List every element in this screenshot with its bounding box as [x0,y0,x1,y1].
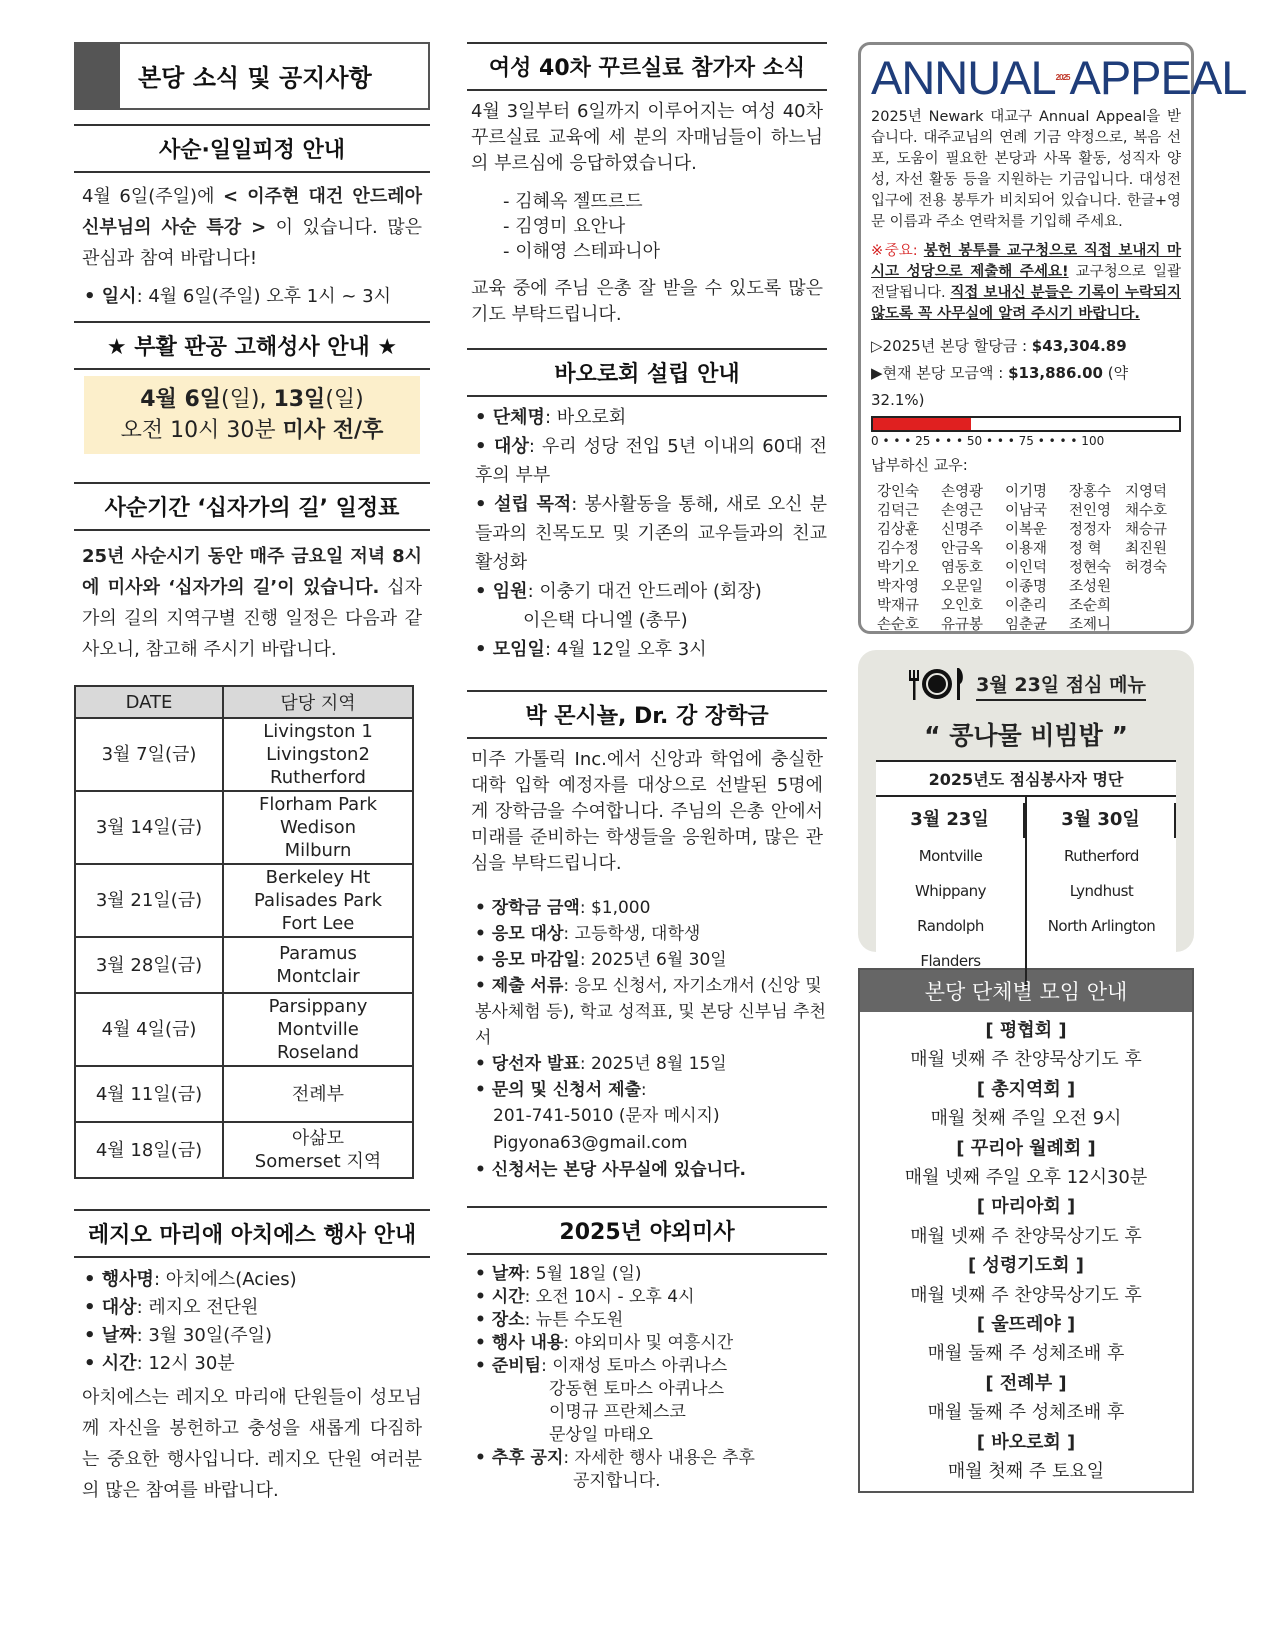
list-item [467,490,827,577]
list-item [467,403,827,432]
value: : 이재성 토마스 아퀴나스 [541,1356,728,1376]
value: : 오전 10시 - 오후 4시 [524,1287,695,1307]
donor-name: 안금옥 [941,541,984,557]
date-cell: 4월 4일(금) [75,993,223,1066]
area-line: Livingston2 [266,744,370,765]
volunteer-town: Randolph [917,917,984,935]
donor-name: 김수정 [877,541,920,557]
donor-name: 손영광 [941,484,984,500]
appeal-progress-bar [871,416,1181,432]
table-row [75,1122,413,1178]
groups-title: 본당 단체별 모임 안내 [860,970,1192,1012]
legio-body: 아치에스는 레지오 마리애 단원들이 성모님께 자신을 봉헌하고 충성을 새롭게 다짐하는 중요한 행사입니다. 레지오 단원 여러분의 많은 참여를 바랍니다. [82,1387,422,1501]
donor-name: 장홍수 [1069,484,1112,500]
volunteer-column [1027,797,1176,988]
label: • 준비팀 [475,1356,542,1376]
percent: (약 32.1%) [871,364,1129,409]
progress-scale: 0 • • • 25 • • • 50 • • • 75 • • • • 100 [871,434,1105,448]
team-member: 문상일 마태오 [549,1425,653,1445]
fast-retreat-time [74,282,430,311]
donor-name: 정현숙 [1069,560,1112,576]
table-row [75,864,413,937]
confession-box [84,376,420,454]
area-line: Roseland [276,1042,360,1063]
list-item [467,1051,827,1077]
cursillo-names [467,189,827,264]
donor-label: 납부하신 교우: [871,456,968,474]
masthead-bar [76,44,120,108]
stations-heading: 사순기간 ‘십자가의 길’ 일정표 [74,482,430,531]
outdoor-mass-heading: 2025년 야외미사 [467,1206,827,1255]
label: • 모임일 [475,639,545,660]
volunteer-grid [876,797,1176,988]
area-cell [223,864,413,937]
list-item [467,1077,827,1103]
group-name: [ 성령기도회 ] [968,1255,1084,1277]
group-name: [ 울뜨레야 ] [976,1314,1076,1336]
list-item [467,1355,827,1378]
table-row [75,791,413,864]
value: : 야외미사 및 여흥시간 [563,1333,734,1353]
label: • 날짜 [84,1325,137,1346]
menu-dish: “ 콩나물 비빔밥 ” [924,721,1128,750]
date-cell: 4월 18일(금) [75,1122,223,1178]
donor-name: 김상훈 [877,522,920,538]
donor-name [1125,597,1185,616]
label: • 행사 내용 [475,1333,564,1353]
value: : 레지오 전단원 [136,1297,259,1318]
logo-year: 2025 [1055,73,1070,82]
volunteer-date: 3월 23일 [876,803,1025,838]
group-time: 매월 넷째 주 찬양묵상기도 후 [910,1284,1142,1306]
label: • 장학금 금액 [475,898,580,918]
donor-name: 이용재 [1005,541,1048,557]
group-time: 매월 둘째 주 성체조배 후 [927,1343,1125,1365]
appeal-goal [871,333,1181,360]
donor-name: 이춘리 [1005,598,1048,614]
list-item: - 이해영 스테파니아 [503,241,661,262]
label: • 단체명 [475,407,545,428]
area-line: Montclair [276,966,360,987]
list-item [467,921,827,947]
donor-name: 이종명 [1005,579,1048,595]
donor-name: 유규봉 [941,617,984,633]
group-time: 매월 넷째 주일 오후 12시30분 [904,1167,1148,1189]
donor-name: 채승규 [1125,522,1168,538]
paul-meeting [467,635,827,664]
scholarship-heading: 박 몬시뇰, Dr. 강 장학금 [467,690,827,739]
value: : 2025년 6월 30일 [579,950,727,970]
date-cell: 3월 28일(금) [75,937,223,993]
value: : 5월 18일 (일) [524,1264,642,1284]
donor-name [1125,616,1185,635]
value: : 4월 6일(주일) 오후 1시 ~ 3시 [136,286,391,307]
value: : 아치에스(Acies) [153,1269,297,1290]
label: • 응모 마감일 [475,950,580,970]
area-cell [223,718,413,791]
outdoor-mass-details [467,1263,827,1378]
value: : 우리 성당 전입 5년 이내의 60대 전후의 부부 [475,436,827,486]
date-cell: 4월 11일(금) [75,1066,223,1122]
scholarship-phone: 201-741-5010 (문자 메시지) [493,1106,720,1126]
important-label: ※중요: [871,243,924,259]
list-item: - 김혜옥 젤뜨르드 [503,191,643,212]
scholarship-email: Pigyona63@gmail.com [493,1133,688,1153]
value: : 4월 12일 오후 3시 [544,639,707,660]
label: ▶현재 본당 모금액 : [871,364,1009,382]
date-cell: 3월 7일(금) [75,718,223,791]
label: • 대상 [475,436,529,457]
list-item [467,577,827,606]
donor-name: 손영근 [941,503,984,519]
donor-name: 손순호 [877,617,920,633]
label: ▷2025년 본당 할당금 : [871,337,1032,355]
donor-name: 이남국 [1005,503,1048,519]
donor-name [1125,578,1185,597]
area-cell [223,993,413,1066]
group-name: [ 꾸리아 월례회 ] [956,1137,1096,1159]
group-name: [ 마리아회 ] [976,1196,1076,1218]
date-cell: 3월 21일(금) [75,864,223,937]
group-time: 매월 둘째 주 성체조배 후 [927,1402,1125,1424]
confession-heading: ★ 부활 판공 고해성사 안내 ★ [74,321,430,370]
area-cell [223,1122,413,1178]
list-item [467,895,827,921]
middle-column [467,42,827,1493]
team-member: 이명규 프란체스코 [549,1402,686,1422]
list-item [74,1350,430,1378]
donor-name: 정정자 [1069,522,1112,538]
volunteer-column [876,797,1027,988]
donor-name: 이인덕 [1005,560,1048,576]
table-row [75,718,413,791]
donor-name: 지영덕 [1125,484,1168,500]
area-line: Livingston 1 [263,721,373,742]
value: : 봉사활동을 통해, 새로 오신 분들과의 친목도모 및 기존의 교우들과의 친교 활성화 [475,494,827,573]
left-column [74,42,430,1512]
appeal-raised [871,360,1181,414]
text: (일), [221,387,274,412]
outdoor-notice-cont: 공지합니다. [573,1471,661,1491]
team-member: 강동현 토마스 아퀴나스 [549,1379,725,1399]
donor-name: 박자영 [877,579,920,595]
donor-name: 정 혁 [1069,541,1102,557]
group-name: [ 전례부 ] [985,1372,1067,1394]
text: 봉헌 봉투를 교구청으로 직접 보내지 마시고 성당으로 제출해 주세요! [871,243,1181,280]
annual-appeal-logo [871,51,1247,104]
donor-name: 이기명 [1005,484,1048,500]
list-item [467,973,827,1051]
donor-name: 박재규 [877,598,920,614]
area-line: Paramus [279,943,357,964]
label: • 시간 [475,1287,525,1307]
donor-name: 이복운 [1005,522,1048,538]
menu-header [876,664,1176,706]
value: : 2025년 8월 15일 [579,1054,727,1074]
text: 25년 사순시기 동안 매주 금요일 저녁 8시에 미사와 ‘십자가의 길’이 있습니다. [82,546,422,598]
cursillo-heading: 여성 40차 꾸르실료 참가자 소식 [467,42,827,91]
logo-text: ANNUAL [871,51,1056,104]
donor-name: 임춘균 [1005,617,1048,633]
donor-name: 오문일 [941,579,984,595]
volunteer-town: Whippany [914,882,987,900]
text: 4월 6일(주일)에 [82,186,224,207]
donor-name: 오인호 [941,598,984,614]
progress-fill [873,418,971,430]
paul-officer2: 이은택 다니엘 (총무) [523,610,688,631]
label: • 설립 목적 [475,494,572,515]
text: 미사 전/후 [282,418,384,443]
label: • 장소 [475,1310,525,1330]
list-item [467,947,827,973]
group-name: [ 총지역회 ] [976,1078,1076,1100]
area-line: Rutherford [270,767,366,788]
area-line: Florham Park [258,794,378,815]
lunch-menu-box [858,650,1194,970]
label: • 행사명 [84,1269,154,1290]
donor-name: 조순희 [1069,598,1112,614]
appeal-warning [871,241,1181,325]
text: 오전 10시 30분 [120,418,283,443]
group-time: 매월 넷째 주 찬양묵상기도 후 [910,1225,1142,1247]
donor-name: 채수호 [1125,503,1168,519]
value: : 자세한 행사 내용은 추후 [563,1448,755,1468]
donor-name: 조제니 [1069,617,1112,633]
volunteer-town: Montville [918,847,983,865]
volunteer-title: 2025년도 점심봉사자 명단 [876,762,1176,797]
cursillo-intro: 4월 3일부터 6일까지 이루어지는 여성 40차 꾸르실료 교육에 세 분의 자매님들이 하느님의 부르심에 응답하였습니다. [471,101,823,174]
donor-name: 조성원 [1069,579,1112,595]
label: • 임원 [475,581,528,602]
volunteer-town: North Arlington [1047,917,1156,935]
area-line: Somerset 지역 [254,1151,382,1172]
text: 직접 보내신 분들은 기록이 누락되지 않도록 꼭 사무실에 알려 주시기 바랍니다. [871,285,1181,322]
value: : $1,000 [579,898,651,918]
value: $13,886.00 [1008,364,1103,382]
area-line: 전례부 [291,1083,345,1105]
date: 4월 6일 [140,387,222,412]
value: : 3월 30일(주일) [136,1325,273,1346]
logo-text: APPEAL [1069,51,1247,104]
area-cell [223,791,413,864]
area-line: Fort Lee [281,913,355,934]
volunteer-town: Flanders [920,952,981,970]
volunteer-date: 3월 30일 [1027,803,1176,838]
label: • 날짜 [475,1264,525,1284]
paul-heading: 바오로회 설립 안내 [467,348,827,397]
label: • 대상 [84,1297,137,1318]
area-cell [223,1066,413,1122]
value: : 12시 30분 [136,1353,235,1374]
label: • 추후 공지 [475,1448,564,1468]
groups-box [858,968,1194,1493]
group-time: 매월 넷째 주 찬양묵상기도 후 [910,1049,1142,1071]
list-item [467,432,827,490]
donor-name: 허경숙 [1125,560,1168,576]
list-item [74,1294,430,1322]
area-line: Parsippany [268,996,368,1017]
outdoor-notice [467,1447,827,1470]
list-item: - 김영미 요안나 [503,216,626,237]
value: : 이충기 대건 안드레아 (회장) [527,581,762,602]
table-row [75,1066,413,1122]
right-column [858,42,1247,1493]
donor-name: 박기오 [877,560,920,576]
cursillo-outro: 교육 중에 주님 은총 잘 받을 수 있도록 많은 기도 부탁드립니다. [471,278,823,325]
date: 13일 [273,387,326,412]
scholarship-note: • 신청서는 본당 사무실에 있습니다. [475,1160,746,1180]
label: • 문의 및 신청서 제출 [475,1080,641,1100]
masthead [74,42,430,110]
area-line: 아삶모 [291,1128,345,1149]
list-item [467,1332,827,1355]
date-cell: 3월 14일(금) [75,791,223,864]
area-line: Palisades Park [254,890,382,911]
legio-heading: 레지오 마리애 아치에스 행사 안내 [74,1209,430,1258]
value: : 뉴튼 수도원 [524,1310,624,1330]
paul-details [467,403,827,606]
table-row [75,993,413,1066]
volunteer-table [876,760,1176,990]
group-time: 매월 첫째 주 토요일 [947,1461,1105,1483]
donor-name: 김덕근 [877,503,920,519]
group-name: [ 바오로회 ] [976,1431,1076,1453]
list-item [74,1266,430,1294]
table-header: 담당 지역 [223,686,413,718]
area-line: Wedison [279,817,357,838]
text: 교구청으로 일괄 전달됩니다. [871,264,1181,301]
donor-name: 최진원 [1125,541,1168,557]
table-header: DATE [75,686,223,718]
legio-details [74,1266,430,1378]
list-item [467,1286,827,1309]
value: : [640,1080,647,1100]
donor-list [871,483,1181,635]
menu-title: 3월 23일 점심 메뉴 [976,670,1146,701]
list-item [74,1322,430,1350]
value: : 고등학생, 대학생 [563,924,701,944]
volunteer-town: Lyndhust [1069,882,1134,900]
value: : 바오로회 [544,407,627,428]
text: 십자가의 길의 지역구별 진행 일정은 다음과 같사오니, 참고해 주시기 바랍니다. [82,577,423,660]
area-cell [223,937,413,993]
utensils-icon [906,664,968,706]
scholarship-details [467,895,827,1103]
value: $43,304.89 [1031,337,1127,355]
outdoor-team [467,1378,827,1447]
donor-name: 전인영 [1069,503,1112,519]
appeal-intro: 2025년 Newark 대교구 Annual Appeal을 받습니다. 대주교님의 연례 기금 약정으로, 복음 선포, 도움이 필요한 본당과 사목 활동, 성직자 양성, 자선 활동 등을 지원하는 기금입니다. 대성전 입구에 전용 봉투가 비치되어 있습니다. 한글+영문 이름과 주소 연락처를 기입해 주세요. [871,109,1181,230]
donor-name: 강인숙 [877,484,920,500]
label: • 당선자 발표 [475,1054,580,1074]
donor-name: 염동호 [941,560,984,576]
group-name: [ 평협회 ] [985,1020,1067,1041]
masthead-title: 본당 소식 및 공지사항 [138,64,372,92]
label: • 제출 서류 [475,976,564,996]
donor-name: 신명주 [941,522,984,538]
area-line: Montville [277,1019,359,1040]
text: (일) [325,387,364,412]
group-time: 매월 첫째 주일 오전 9시 [930,1108,1122,1130]
label: • 일시 [84,286,137,307]
text: 이 있습니다. 많은 관심과 참여 바랍니다! [82,217,422,269]
fast-retreat-intro [74,173,430,280]
confession-dates [84,384,420,415]
stations-intro [74,531,430,671]
label: • 응모 대상 [475,924,564,944]
area-line: Milburn [284,840,352,861]
confession-time [84,415,420,446]
lecture-title: < 이주현 대건 안드레아 신부님의 사순 특강 > [82,186,422,238]
fast-retreat-heading: 사순·일일피정 안내 [74,124,430,173]
volunteer-town: Rutherford [1064,847,1139,865]
list-item [467,1309,827,1332]
annual-appeal-box [858,42,1247,634]
table-row [75,937,413,993]
stations-schedule-table [74,685,414,1179]
scholarship-intro: 미주 가톨릭 Inc.에서 신앙과 학업에 충실한 대학 입학 예정자를 대상으로 선발된 5명에게 장학금을 수여합니다. 주님의 은총 안에서 미래를 준비하는 학생들을 응원하며, 많은 관심을 부탁드립니다. [471,749,823,874]
groups-list [860,1012,1192,1491]
label: • 시간 [84,1353,137,1374]
value: : 응모 신청서, 자기소개서 (신앙 및 봉사체험 등), 학교 성적표, 및 본당 신부님 추천서 [475,976,826,1048]
area-line: Berkeley Ht [265,867,371,888]
list-item [467,1263,827,1286]
